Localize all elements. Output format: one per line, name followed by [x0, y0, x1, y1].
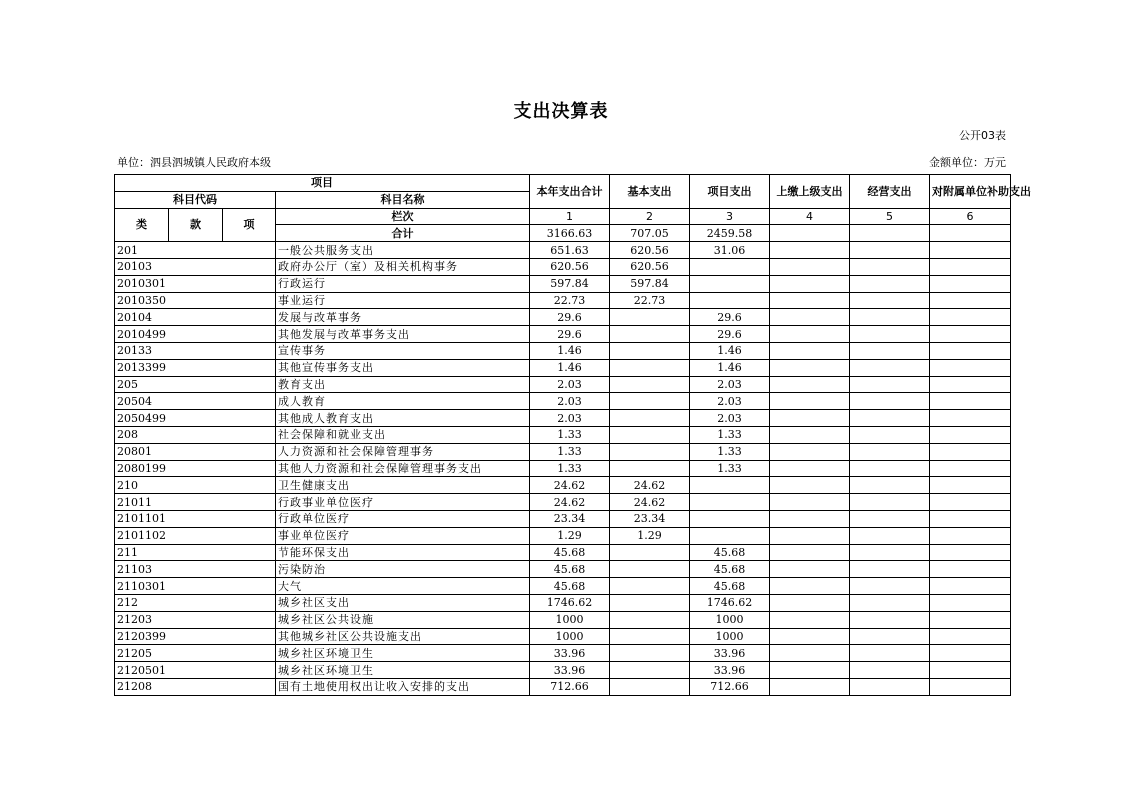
table-row: [115, 678, 1011, 695]
value-col-6: [930, 544, 1011, 561]
subject-code: 201: [115, 242, 276, 259]
value-col-6: [930, 510, 1011, 527]
col-num-2: 2: [610, 208, 690, 225]
value-col-6: [930, 309, 1011, 326]
value-col-6: [930, 410, 1011, 427]
header-col-2: 基本支出: [610, 175, 690, 209]
page-title: 支出决算表: [513, 101, 609, 122]
value-col-4: [770, 561, 850, 578]
value-col-6: [930, 527, 1011, 544]
table-row: [115, 527, 1011, 544]
value-col-3: 1.46: [690, 359, 770, 376]
total-value-2: 707.05: [610, 225, 690, 242]
subject-code: 2110301: [115, 578, 276, 595]
subject-code: 20504: [115, 393, 276, 410]
value-col-5: [850, 410, 930, 427]
value-col-1: 597.84: [530, 275, 610, 292]
value-col-1: 2.03: [530, 376, 610, 393]
value-col-1: 1.33: [530, 460, 610, 477]
subject-name: 成人教育: [276, 393, 530, 410]
value-col-1: 29.6: [530, 309, 610, 326]
table-row: [115, 460, 1011, 477]
value-col-6: [930, 292, 1011, 309]
value-col-4: [770, 611, 850, 628]
table-row: [115, 443, 1011, 460]
value-col-2: [610, 544, 690, 561]
col-num-4: 4: [770, 208, 850, 225]
subject-name: 城乡社区环境卫生: [276, 645, 530, 662]
value-col-6: [930, 258, 1011, 275]
subject-code: 2101101: [115, 510, 276, 527]
table-row: [115, 544, 1011, 561]
header-row-1: [115, 175, 1011, 192]
value-col-2: 620.56: [610, 242, 690, 259]
table-row: [115, 242, 1011, 259]
value-col-3: [690, 527, 770, 544]
subject-code: 2013399: [115, 359, 276, 376]
header-row-label: 栏次: [276, 208, 530, 225]
value-col-3: 31.06: [690, 242, 770, 259]
value-col-5: [850, 678, 930, 695]
table-row: [115, 326, 1011, 343]
value-col-3: 33.96: [690, 645, 770, 662]
value-col-4: [770, 678, 850, 695]
header-kuan: 款: [169, 208, 223, 242]
value-col-6: [930, 578, 1011, 595]
value-col-5: [850, 342, 930, 359]
subject-code: 20104: [115, 309, 276, 326]
table-row: [115, 309, 1011, 326]
value-col-1: 1.33: [530, 426, 610, 443]
value-col-5: [850, 443, 930, 460]
subject-name: 宣传事务: [276, 342, 530, 359]
value-col-3: [690, 494, 770, 511]
value-col-6: [930, 359, 1011, 376]
value-col-4: [770, 477, 850, 494]
value-col-4: [770, 359, 850, 376]
value-col-5: [850, 611, 930, 628]
value-col-4: [770, 258, 850, 275]
value-col-4: [770, 292, 850, 309]
subject-name: 城乡社区环境卫生: [276, 662, 530, 679]
header-col-1: 本年支出合计: [530, 175, 610, 209]
subject-name: 国有土地使用权出让收入安排的支出: [276, 678, 530, 695]
value-col-2: [610, 359, 690, 376]
value-col-3: 2.03: [690, 410, 770, 427]
table-row: [115, 258, 1011, 275]
table-row: [115, 628, 1011, 645]
value-col-3: 45.68: [690, 544, 770, 561]
header-project: 项目: [115, 175, 530, 192]
value-col-3: 33.96: [690, 662, 770, 679]
subject-name: 城乡社区支出: [276, 594, 530, 611]
value-col-4: [770, 662, 850, 679]
header-col-4: 上缴上级支出: [770, 175, 850, 209]
value-col-5: [850, 594, 930, 611]
value-col-2: [610, 326, 690, 343]
table-row: [115, 376, 1011, 393]
value-col-5: [850, 477, 930, 494]
value-col-6: [930, 460, 1011, 477]
value-col-5: [850, 662, 930, 679]
subject-name: 其他宣传事务支出: [276, 359, 530, 376]
table-row: [115, 393, 1011, 410]
subject-name: 事业运行: [276, 292, 530, 309]
value-col-1: 651.63: [530, 242, 610, 259]
value-col-1: 33.96: [530, 645, 610, 662]
value-col-1: 2.03: [530, 393, 610, 410]
value-col-2: 1.29: [610, 527, 690, 544]
subject-name: 节能环保支出: [276, 544, 530, 561]
value-col-5: [850, 326, 930, 343]
value-col-6: [930, 494, 1011, 511]
value-col-5: [850, 510, 930, 527]
value-col-1: 1.33: [530, 443, 610, 460]
value-col-3: 2.03: [690, 393, 770, 410]
subject-code: 2101102: [115, 527, 276, 544]
table-row: [115, 611, 1011, 628]
header-name: 科目名称: [276, 191, 530, 208]
subject-code: 208: [115, 426, 276, 443]
value-col-3: 1.33: [690, 443, 770, 460]
value-col-1: 24.62: [530, 494, 610, 511]
value-col-5: [850, 628, 930, 645]
value-col-1: 45.68: [530, 561, 610, 578]
value-col-2: [610, 460, 690, 477]
value-col-3: [690, 275, 770, 292]
subject-name: 一般公共服务支出: [276, 242, 530, 259]
value-col-4: [770, 242, 850, 259]
amount-unit: 金额单位：万元: [929, 156, 1006, 169]
value-col-2: [610, 376, 690, 393]
subject-name: 其他成人教育支出: [276, 410, 530, 427]
value-col-3: 29.6: [690, 309, 770, 326]
value-col-4: [770, 326, 850, 343]
value-col-3: [690, 258, 770, 275]
value-col-1: 33.96: [530, 662, 610, 679]
value-col-2: [610, 662, 690, 679]
value-col-1: 45.68: [530, 578, 610, 595]
value-col-3: 2.03: [690, 376, 770, 393]
table-row: [115, 494, 1011, 511]
subject-name: 行政运行: [276, 275, 530, 292]
subject-code: 21205: [115, 645, 276, 662]
header-col-3: 项目支出: [690, 175, 770, 209]
col-num-6: 6: [930, 208, 1011, 225]
subject-name: 其他城乡社区公共设施支出: [276, 628, 530, 645]
value-col-6: [930, 678, 1011, 695]
value-col-3: 1.46: [690, 342, 770, 359]
table-row: [115, 594, 1011, 611]
value-col-6: [930, 662, 1011, 679]
value-col-1: 1.29: [530, 527, 610, 544]
value-col-6: [930, 376, 1011, 393]
value-col-3: 45.68: [690, 578, 770, 595]
value-col-1: 1000: [530, 611, 610, 628]
value-col-4: [770, 628, 850, 645]
value-col-4: [770, 527, 850, 544]
value-col-4: [770, 443, 850, 460]
value-col-4: [770, 494, 850, 511]
value-col-1: 1.46: [530, 359, 610, 376]
value-col-5: [850, 460, 930, 477]
value-col-4: [770, 544, 850, 561]
expenditure-table: [114, 174, 1031, 696]
value-col-2: 23.34: [610, 510, 690, 527]
subject-code: 20133: [115, 342, 276, 359]
value-col-2: [610, 678, 690, 695]
subject-code: 21011: [115, 494, 276, 511]
header-col-5: 经营支出: [850, 175, 930, 209]
value-col-6: [930, 628, 1011, 645]
value-col-2: [610, 309, 690, 326]
value-col-6: [930, 611, 1011, 628]
value-col-2: [610, 611, 690, 628]
subject-name: 人力资源和社会保障管理事务: [276, 443, 530, 460]
value-col-5: [850, 561, 930, 578]
value-col-4: [770, 594, 850, 611]
subject-code: 21208: [115, 678, 276, 695]
value-col-3: [690, 477, 770, 494]
subject-code: 211: [115, 544, 276, 561]
value-col-2: [610, 426, 690, 443]
total-value-3: 2459.58: [690, 225, 770, 242]
value-col-2: [610, 561, 690, 578]
table-row: [115, 662, 1011, 679]
value-col-1: 29.6: [530, 326, 610, 343]
value-col-5: [850, 426, 930, 443]
value-col-2: [610, 393, 690, 410]
value-col-1: 1000: [530, 628, 610, 645]
value-col-2: [610, 578, 690, 595]
value-col-4: [770, 410, 850, 427]
value-col-6: [930, 326, 1011, 343]
header-col-6: 对附属单位补助支出: [930, 175, 1011, 209]
col-num-1: 1: [530, 208, 610, 225]
value-col-1: 45.68: [530, 544, 610, 561]
value-col-3: 1000: [690, 628, 770, 645]
subject-code: 2120399: [115, 628, 276, 645]
value-col-1: 1.46: [530, 342, 610, 359]
value-col-4: [770, 460, 850, 477]
value-col-2: 24.62: [610, 494, 690, 511]
subject-code: 20801: [115, 443, 276, 460]
value-col-1: 23.34: [530, 510, 610, 527]
header-row-3: [115, 208, 1011, 225]
value-col-5: [850, 275, 930, 292]
header-code-group: 科目代码: [115, 191, 276, 208]
value-col-5: [850, 242, 930, 259]
subject-name: 大气: [276, 578, 530, 595]
value-col-4: [770, 510, 850, 527]
value-col-4: [770, 309, 850, 326]
value-col-1: 712.66: [530, 678, 610, 695]
table-row: [115, 292, 1011, 309]
value-col-1: 2.03: [530, 410, 610, 427]
table-row: [115, 410, 1011, 427]
table-row: [115, 561, 1011, 578]
value-col-2: [610, 645, 690, 662]
value-col-2: 24.62: [610, 477, 690, 494]
value-col-5: [850, 527, 930, 544]
value-col-2: 22.73: [610, 292, 690, 309]
value-col-3: 1000: [690, 611, 770, 628]
value-col-6: [930, 594, 1011, 611]
value-col-6: [930, 443, 1011, 460]
value-col-5: [850, 359, 930, 376]
subject-code: 2050499: [115, 410, 276, 427]
col-num-3: 3: [690, 208, 770, 225]
value-col-5: [850, 578, 930, 595]
value-col-5: [850, 494, 930, 511]
form-number: 公开03表: [959, 129, 1006, 142]
subject-name: 行政事业单位医疗: [276, 494, 530, 511]
total-value-6: [930, 225, 1011, 242]
subject-code: 2010301: [115, 275, 276, 292]
reporting-unit: 单位：泗县泗城镇人民政府本级: [117, 156, 271, 169]
subject-name: 教育支出: [276, 376, 530, 393]
table-row: [115, 359, 1011, 376]
subject-name: 其他发展与改革事务支出: [276, 326, 530, 343]
value-col-1: 620.56: [530, 258, 610, 275]
table-row: [115, 426, 1011, 443]
value-col-2: [610, 594, 690, 611]
value-col-4: [770, 275, 850, 292]
value-col-4: [770, 426, 850, 443]
total-value-4: [770, 225, 850, 242]
col-num-5: 5: [850, 208, 930, 225]
subject-code: 2120501: [115, 662, 276, 679]
subject-code: 21103: [115, 561, 276, 578]
subject-code: 2010499: [115, 326, 276, 343]
value-col-3: 29.6: [690, 326, 770, 343]
subject-code: 210: [115, 477, 276, 494]
total-value-1: 3166.63: [530, 225, 610, 242]
table-row: [115, 477, 1011, 494]
value-col-5: [850, 292, 930, 309]
header-xiang: 项: [223, 208, 276, 242]
value-col-5: [850, 645, 930, 662]
value-col-4: [770, 342, 850, 359]
value-col-4: [770, 578, 850, 595]
value-col-2: [610, 410, 690, 427]
value-col-2: 620.56: [610, 258, 690, 275]
subject-name: 政府办公厅（室）及相关机构事务: [276, 258, 530, 275]
subject-code: 2010350: [115, 292, 276, 309]
table-row: [115, 275, 1011, 292]
value-col-6: [930, 645, 1011, 662]
value-col-4: [770, 376, 850, 393]
value-col-5: [850, 544, 930, 561]
value-col-6: [930, 393, 1011, 410]
value-col-2: [610, 443, 690, 460]
value-col-6: [930, 342, 1011, 359]
value-col-5: [850, 376, 930, 393]
table-row: [115, 342, 1011, 359]
value-col-6: [930, 242, 1011, 259]
value-col-1: 1746.62: [530, 594, 610, 611]
value-col-4: [770, 393, 850, 410]
value-col-2: 597.84: [610, 275, 690, 292]
subject-name: 其他人力资源和社会保障管理事务支出: [276, 460, 530, 477]
value-col-5: [850, 393, 930, 410]
value-col-3: 712.66: [690, 678, 770, 695]
value-col-6: [930, 426, 1011, 443]
subject-name: 卫生健康支出: [276, 477, 530, 494]
table-row: [115, 578, 1011, 595]
value-col-6: [930, 561, 1011, 578]
value-col-4: [770, 645, 850, 662]
table-row: [115, 510, 1011, 527]
subject-name: 发展与改革事务: [276, 309, 530, 326]
value-col-6: [930, 477, 1011, 494]
subject-name: 行政单位医疗: [276, 510, 530, 527]
value-col-2: [610, 628, 690, 645]
value-col-5: [850, 309, 930, 326]
subject-code: 20103: [115, 258, 276, 275]
value-col-1: 22.73: [530, 292, 610, 309]
subject-code: 212: [115, 594, 276, 611]
header-lei: 类: [115, 208, 169, 242]
total-value-5: [850, 225, 930, 242]
value-col-6: [930, 275, 1011, 292]
subject-name: 社会保障和就业支出: [276, 426, 530, 443]
value-col-5: [850, 258, 930, 275]
table-row: [115, 645, 1011, 662]
subject-code: 21203: [115, 611, 276, 628]
value-col-3: 1.33: [690, 426, 770, 443]
subject-name: 污染防治: [276, 561, 530, 578]
subject-name: 事业单位医疗: [276, 527, 530, 544]
subject-code: 205: [115, 376, 276, 393]
value-col-3: 45.68: [690, 561, 770, 578]
subject-name: 城乡社区公共设施: [276, 611, 530, 628]
value-col-3: [690, 292, 770, 309]
value-col-1: 24.62: [530, 477, 610, 494]
value-col-3: 1.33: [690, 460, 770, 477]
subject-code: 2080199: [115, 460, 276, 477]
value-col-3: [690, 510, 770, 527]
value-col-3: 1746.62: [690, 594, 770, 611]
total-label: 合计: [276, 225, 530, 242]
value-col-2: [610, 342, 690, 359]
